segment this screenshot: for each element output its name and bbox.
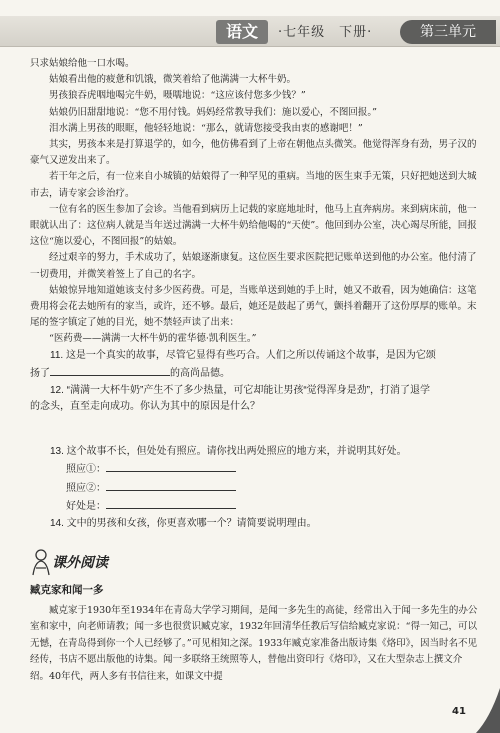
- story-paragraph: 男孩狼吞虎咽地喝完牛奶，嗫嚅地说：“这应该付您多少钱？”: [49, 90, 306, 102]
- story-paragraph: 若干年之后，有一位来自小城镇的姑娘得了一种罕见的重病。当地的医生束手无策，只好把她送到大城市去，请专家会诊治疗。: [30, 171, 477, 199]
- subject-badge: 语文: [216, 20, 268, 44]
- question-text: 14. 文中的男孩和女孩，你更喜欢哪一个？请简要说明理由。: [50, 517, 317, 529]
- story-paragraph: 姑娘惊异地知道她该支付多少医药费。可是，当账单送到她的手上时，她又不敢看，因为她确信：这笔费用将会花去她所有的家当，或许，还不够。最后，她还是鼓起了勇气，颤抖着翻开了这份厚厚的账单。末尾的签字镇定了她的目光，她不禁轻声读了出来：: [30, 284, 477, 329]
- answer-line[interactable]: [30, 497, 478, 516]
- story-paragraph: 其实，男孩本来是打算退学的，如今，他仿佛看到了上帝在朝他点头微笑。他觉得浑身有劲，男子汉的豪气又逆发出来了。: [30, 139, 477, 167]
- answer-blank[interactable]: [106, 479, 236, 491]
- story-paragraph: 姑娘仍旧甜甜地说：“您不用付钱。妈妈经常教导我们：施以爱心，不图回报。”: [49, 106, 377, 118]
- grade-label: ·七年级 下册·: [278, 25, 373, 40]
- answer-space[interactable]: [30, 416, 478, 430]
- story-paragraph: “医药费——满满一大杯牛奶的霍华德·凯利医生。”: [49, 333, 257, 345]
- answer-space[interactable]: [30, 430, 478, 444]
- article-paragraph: 臧克家于1930年至1934年在青岛大学学习期间，是闻一多先生的高徒，经常出入于闻一多先生的办公室和家中，向老师请教；闻一多也很赏识臧克家，1932年回清华任教后写信给臧克家说：“得一知己，可以无憾，在青岛得到你一个人已经够了。”可见相知之深。1933年臧克家准备出版诗集《烙印》，因当时名不见经传，书店不愿出版他的诗集。闻一多联络王统照等人，替他出资印行《烙印》，又在大型杂志上撰文介绍。40年代，两人多有书信往来，如课文中提: [30, 604, 478, 682]
- question-12: [30, 383, 478, 416]
- story-paragraph: 一位有名的医生参加了会诊。当他看到病历上记载的家庭地址时，他马上直奔病房。来到病床前，他一眼就认出了：这位病人就是当年送过满满一大杯牛奶给他喝的“天使”。他回到办公室，决心竭尽所能，回报这位“施以爱心，不图回报”的姑娘。: [30, 203, 477, 248]
- question-text: 12. “满满一大杯牛奶”产生不了多少热量，可它却能让男孩“觉得浑身是劲”，打消了退学: [50, 384, 430, 396]
- page-header: [0, 0, 500, 48]
- story-line: 只求姑娘给他一口水喝。: [30, 58, 135, 69]
- extra-article: [30, 582, 478, 685]
- article-title: 臧克家和闻一多: [30, 584, 104, 596]
- story-paragraph: 经过艰辛的努力，手术成功了，姑娘逐渐康复。这位医生要求医院把记账单送到他的办公室。他付清了一切费用，并微笑着签上了自己的名字。: [30, 252, 477, 280]
- question-text: 扬了: [30, 368, 50, 380]
- question-text: 的高尚品德。: [170, 368, 230, 380]
- main-content: [30, 56, 478, 532]
- story-paragraph: 姑娘看出他的疲惫和饥饿，微笑着给了他满满一大杯牛奶。: [49, 74, 297, 86]
- reading-figure-icon: [30, 548, 52, 576]
- answer-label: 照应①：: [66, 464, 106, 476]
- page-number: 41: [452, 706, 466, 717]
- question-text-cont: [30, 364, 478, 383]
- page-corner-decoration: [476, 688, 500, 733]
- answer-blank[interactable]: [106, 497, 236, 509]
- answer-blank[interactable]: [50, 364, 170, 376]
- unit-badge: 第三单元: [400, 20, 496, 44]
- answer-label: 好处是：: [66, 501, 106, 513]
- section-label: 课外阅读: [52, 555, 108, 571]
- question-text: 11. 这是一个真实的故事，尽管它显得有些巧合。人们之所以传诵这个故事，是因为它颂: [50, 349, 436, 361]
- answer-line[interactable]: [30, 460, 478, 479]
- question-11: [30, 348, 478, 383]
- story-paragraph: 泪水满上男孩的眼眶，他轻轻地说：“那么，就请您接受我由衷的感谢吧！”: [49, 122, 363, 134]
- question-text: 13. 这个故事不长，但处处有照应。请你找出两处照应的地方来，并说明其好处。: [50, 445, 407, 457]
- answer-line[interactable]: [30, 479, 478, 498]
- answer-label: 照应②：: [66, 482, 106, 494]
- extra-reading-heading: [30, 548, 160, 576]
- question-13: [30, 444, 478, 516]
- answer-blank[interactable]: [106, 460, 236, 472]
- question-14: [30, 516, 478, 533]
- question-text: 的念头，直至走向成功。你认为其中的原因是什么？: [30, 401, 260, 413]
